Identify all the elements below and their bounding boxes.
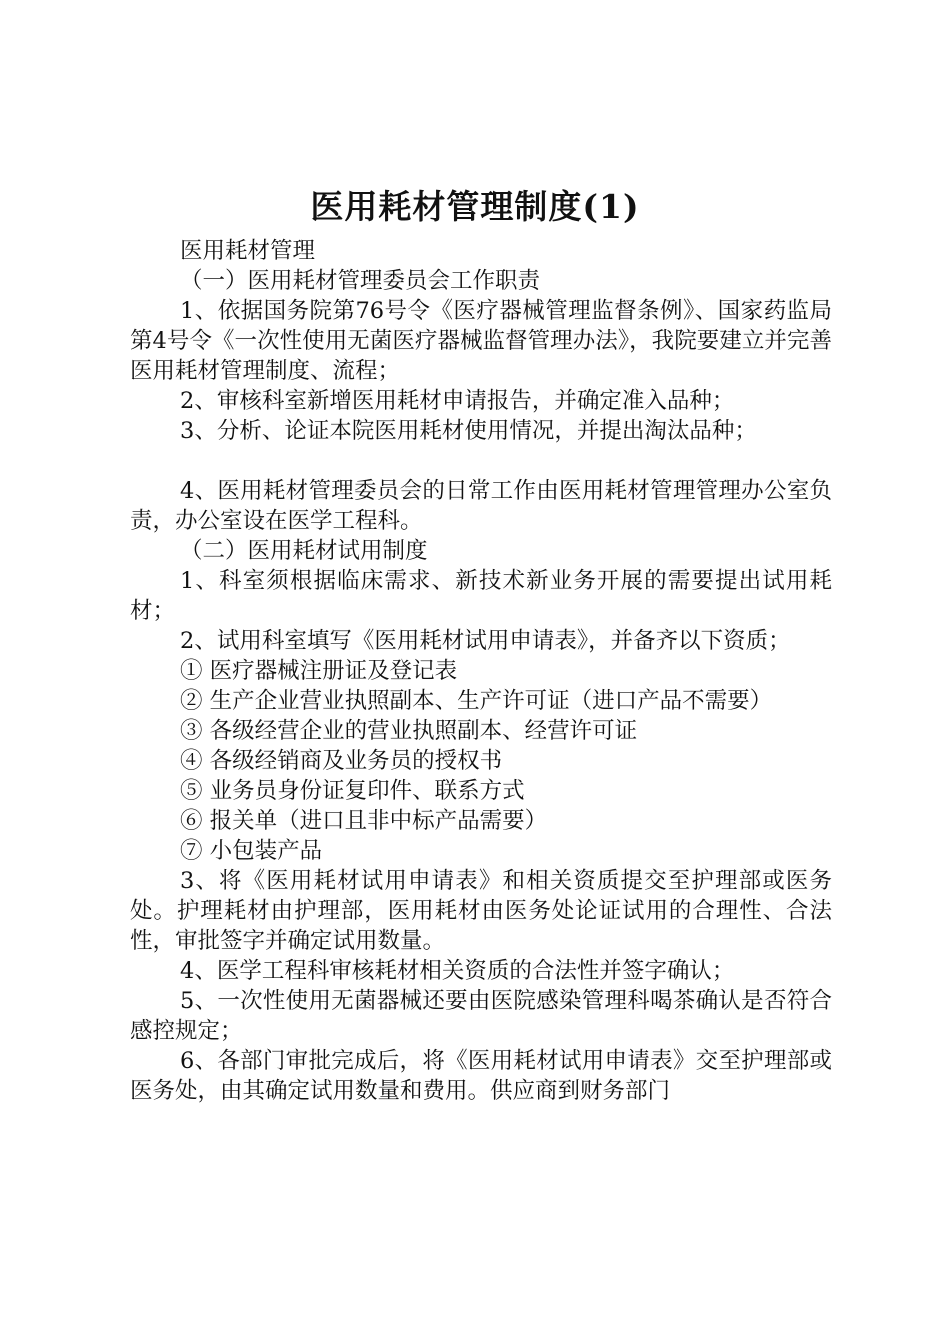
paragraph: 5、一次性使用无菌器械还要由医院感染管理科喝茶确认是否符合感控规定； — [130, 988, 832, 1044]
paragraph: 3、分析、论证本院医用耗材使用情况，并提出淘汰品种； — [180, 418, 757, 444]
paragraph: 4、医用耗材管理委员会的日常工作由医用耗材管理管理办公室负责，办公室设在医学工程科。 — [130, 478, 832, 534]
paragraph: 3、将《医用耗材试用申请表》和相关资质提交至护理部或医务处。护理耗材由护理部，医用耗材由医务处论证试用的合理性、合法性，审批签字并确定试用数量。 — [130, 868, 832, 954]
paragraph: 1、依据国务院第76号令《医疗器械管理监督条例》、国家药监局第4号令《一次性使用无菌医疗器械监督管理办法》，我院要建立并完善医用耗材管理制度、流程； — [130, 298, 832, 384]
paragraph: 2、审核科室新增医用耗材申请报告，并确定准入品种； — [180, 388, 735, 414]
list-item: ① 医疗器械注册证及登记表 — [180, 658, 458, 684]
paragraph-intro: 医用耗材管理 — [180, 238, 316, 264]
document-body — [130, 236, 832, 1106]
blank-line — [130, 446, 832, 476]
list-item: ⑦ 小包装产品 — [180, 838, 323, 864]
paragraph: 1、科室须根据临床需求、新技术新业务开展的需要提出试用耗材； — [130, 568, 832, 624]
document-title: 医用耗材管理制度(1) — [310, 187, 640, 226]
list-item: ④ 各级经销商及业务员的授权书 — [180, 748, 503, 774]
paragraph: 2、试用科室填写《医用耗材试用申请表》，并备齐以下资质； — [180, 628, 791, 654]
paragraph: 4、医学工程科审核耗材相关资质的合法性并签字确认； — [180, 958, 735, 984]
list-item: ③ 各级经营企业的营业执照副本、经营许可证 — [180, 718, 638, 744]
list-item: ② 生产企业营业执照副本、生产许可证（进口产品不需要） — [180, 688, 773, 714]
list-item: ⑥ 报关单（进口且非中标产品需要） — [180, 808, 548, 834]
section-heading-1: （一）医用耗材管理委员会工作职责 — [180, 268, 541, 294]
paragraph: 6、各部门审批完成后，将《医用耗材试用申请表》交至护理部或医务处，由其确定试用数量和费用。供应商到财务部门 — [130, 1048, 832, 1104]
section-heading-2: （二）医用耗材试用制度 — [180, 538, 428, 564]
list-item: ⑤ 业务员身份证复印件、联系方式 — [180, 778, 525, 804]
